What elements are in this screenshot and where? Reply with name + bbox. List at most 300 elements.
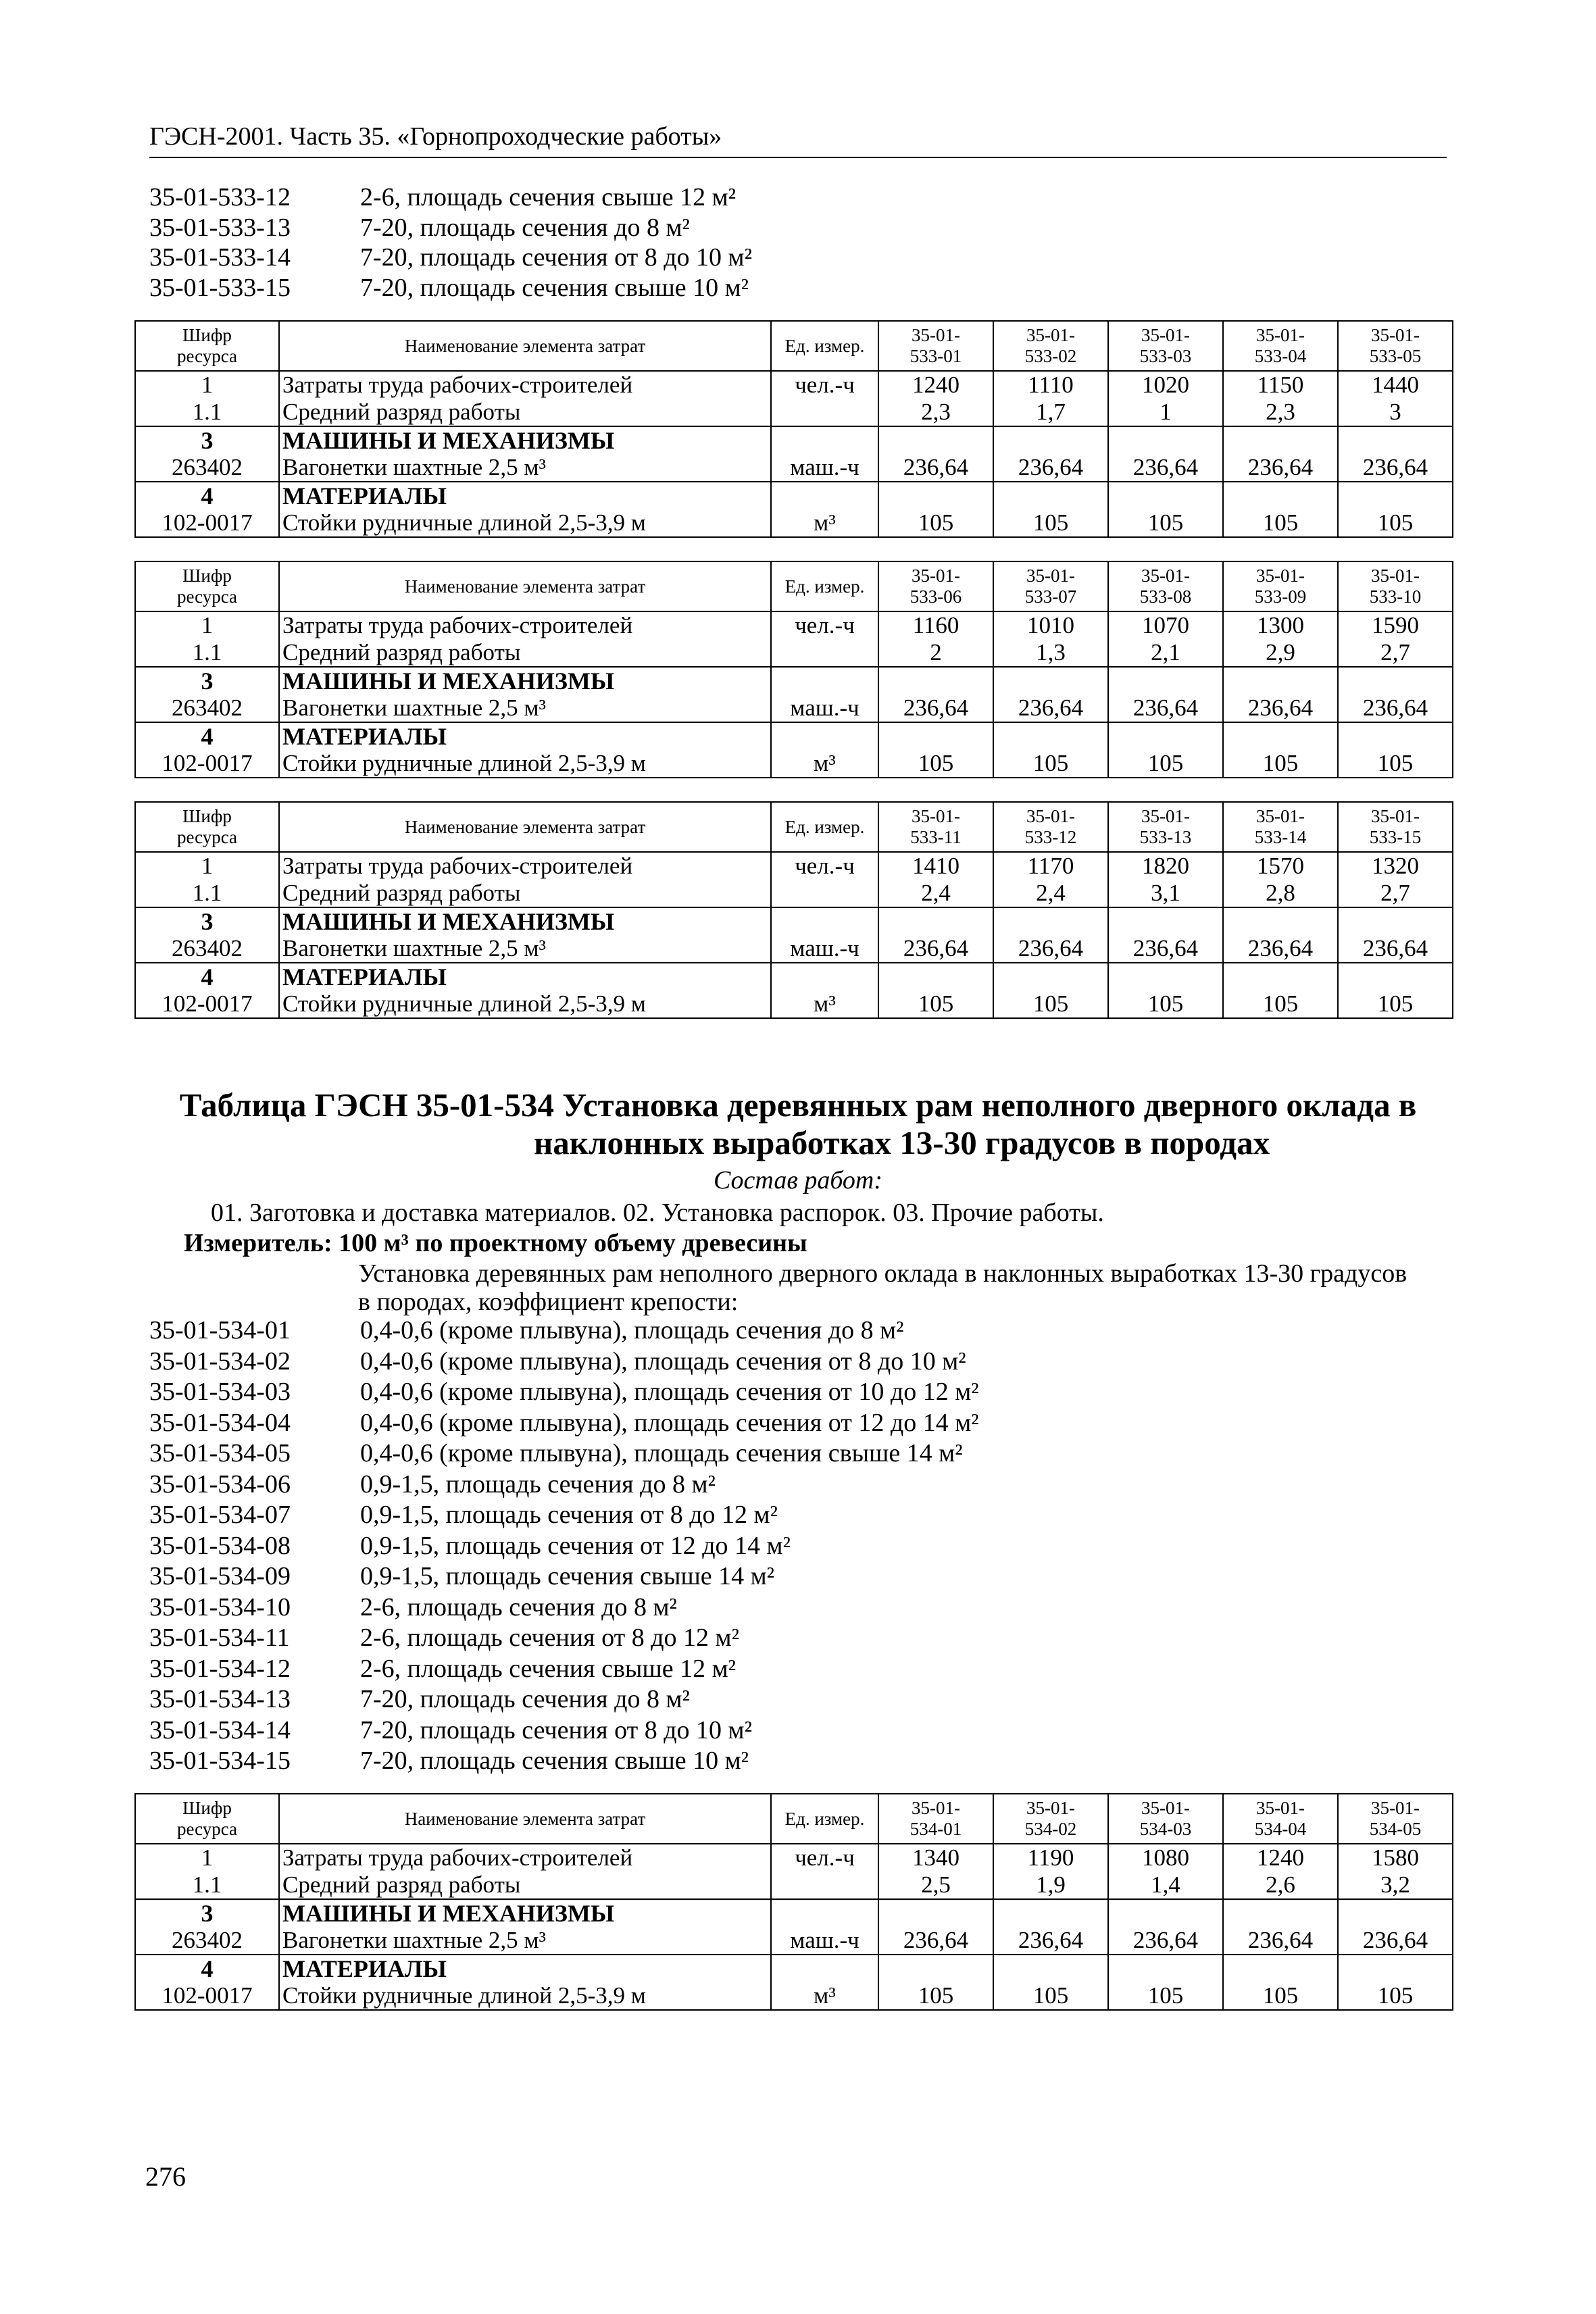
header-norm-code: [1108, 802, 1223, 852]
item-code: 35-01-534-12: [149, 1654, 291, 1683]
resource-table: [134, 320, 1453, 538]
item-code: 35-01-534-01: [149, 1316, 291, 1344]
value-cell: 1590: [1338, 611, 1453, 639]
value-cell: [878, 907, 993, 935]
unit-cell: м³: [771, 509, 878, 537]
unit-cell: м³: [771, 1982, 878, 2010]
value-cell: 236,64: [1338, 454, 1453, 482]
norm-code-top: 35-01-: [1026, 565, 1075, 586]
section-title: МАТЕРИАЛЫ: [279, 1955, 771, 1982]
intro-line1: Установка деревянных рам неполного дверного оклада в наклонных выработках 13-30 градусов: [358, 1259, 1407, 1288]
value-cell: 1,9: [993, 1871, 1108, 1899]
unit-cell: маш.-ч: [771, 695, 878, 722]
section-title: МАТЕРИАЛЫ: [279, 722, 771, 750]
value-cell: 105: [993, 509, 1108, 537]
value-cell: 1820: [1108, 852, 1223, 880]
item-code: 35-01-534-15: [149, 1746, 291, 1775]
value-cell: [1223, 667, 1338, 695]
header-norm-code: [878, 561, 993, 611]
section-code: 3: [135, 1899, 279, 1927]
header-shifr-2: ресурса: [176, 827, 238, 847]
header-name: Наименование элемента затрат: [279, 802, 771, 852]
value-cell: 1110: [993, 371, 1108, 399]
resource-name: Вагонетки шахтные 2,5 м³: [279, 1927, 771, 1955]
value-cell: [1338, 426, 1453, 454]
value-cell: 2,3: [878, 399, 993, 426]
value-cell: 105: [1223, 1982, 1338, 2010]
norm-code-bottom: 534-02: [1024, 1819, 1077, 1839]
value-cell: 3: [1338, 399, 1453, 426]
value-cell: [1338, 1899, 1453, 1927]
meter-text: Измеритель: 100 м³ по проектному объему древесины: [184, 1229, 807, 1257]
header-norm-code: [1108, 1794, 1223, 1844]
value-cell: 105: [878, 509, 993, 537]
value-cell: [1108, 426, 1223, 454]
value-cell: [993, 722, 1108, 750]
item-code: 35-01-534-10: [149, 1592, 291, 1621]
value-cell: 105: [1223, 990, 1338, 1018]
value-cell: 1340: [878, 1844, 993, 1871]
header-shifr: [135, 1794, 279, 1844]
norm-code-bottom: 533-15: [1369, 827, 1422, 847]
resource-name: Затраты труда рабочих-строителей: [279, 852, 771, 880]
unit-cell: [771, 426, 878, 454]
code-list-534: [149, 1315, 979, 1777]
value-cell: [1338, 1955, 1453, 1982]
norm-code-bottom: 533-02: [1024, 346, 1077, 366]
value-cell: [878, 482, 993, 509]
value-cell: 1410: [878, 852, 993, 880]
value-cell: 236,64: [993, 1927, 1108, 1955]
unit-cell: маш.-ч: [771, 935, 878, 963]
norm-code-top: 35-01-: [1256, 1798, 1305, 1818]
resource-name: Стойки рудничные длиной 2,5-3,9 м: [279, 990, 771, 1018]
header-shifr: [135, 561, 279, 611]
header-unit: Ед. измер.: [771, 802, 878, 852]
value-cell: 105: [1338, 750, 1453, 778]
value-cell: 1080: [1108, 1844, 1223, 1871]
resource-name: Средний разряд работы: [279, 639, 771, 667]
header-norm-code: [878, 321, 993, 371]
norm-code-top: 35-01-: [912, 565, 960, 586]
header-norm-code: [1223, 802, 1338, 852]
value-cell: [1223, 482, 1338, 509]
value-cell: 236,64: [993, 935, 1108, 963]
header-norm-code: [993, 321, 1108, 371]
norm-code-bottom: 533-13: [1139, 827, 1192, 847]
item-code: 35-01-534-04: [149, 1408, 291, 1437]
value-cell: [878, 1899, 993, 1927]
norm-code-bottom: 534-04: [1254, 1819, 1307, 1839]
norm-code-bottom: 533-01: [909, 346, 962, 366]
item-code: 35-01-534-14: [149, 1715, 291, 1744]
section-code: 3: [135, 667, 279, 695]
value-cell: 1570: [1223, 852, 1338, 880]
unit-cell: [771, 880, 878, 907]
code-list-item: [149, 1347, 979, 1378]
header-shifr-1: Шифр: [182, 325, 232, 345]
norm-code-top: 35-01-: [1141, 565, 1190, 586]
page-number: 276: [145, 2161, 186, 2192]
norm-code-top: 35-01-: [1141, 325, 1190, 345]
code-list-item: [149, 1715, 979, 1746]
norm-code-bottom: 533-08: [1139, 586, 1192, 607]
value-cell: [1108, 907, 1223, 935]
value-cell: 236,64: [1108, 1927, 1223, 1955]
value-cell: 105: [878, 750, 993, 778]
works-text: 01. Заготовка и доставка материалов. 02. Установка распорок. 03. Прочие работы.: [211, 1199, 1104, 1227]
resource-name: Вагонетки шахтные 2,5 м³: [279, 454, 771, 482]
header-norm-code: [1338, 1794, 1453, 1844]
value-cell: 105: [1223, 509, 1338, 537]
value-cell: [1223, 426, 1338, 454]
resource-code: 1: [135, 1844, 279, 1871]
norm-code-top: 35-01-: [1256, 325, 1305, 345]
header-name: Наименование элемента затрат: [279, 561, 771, 611]
resource-code: 1: [135, 611, 279, 639]
header-norm-code: [1338, 802, 1453, 852]
code-list-533: [149, 182, 752, 303]
norm-code-bottom: 533-10: [1369, 586, 1422, 607]
header-shifr-1: Шифр: [182, 806, 232, 826]
item-code: 35-01-534-11: [149, 1624, 290, 1652]
item-description: 7-20, площадь сечения до 8 м²: [360, 1685, 690, 1713]
item-description: 2-6, площадь сечения свыше 12 м²: [360, 183, 737, 211]
table-title-line1: Таблица ГЭСН 35-01-534 Установка деревянных рам неполного дверного оклада в: [179, 1086, 1417, 1124]
norm-code-top: 35-01-: [1256, 806, 1305, 826]
norm-code-top: 35-01-: [1256, 565, 1305, 586]
value-cell: [1338, 667, 1453, 695]
item-description: 7-20, площадь сечения свыше 10 м²: [360, 1746, 749, 1775]
resource-name: Затраты труда рабочих-строителей: [279, 611, 771, 639]
value-cell: 1: [1108, 399, 1223, 426]
resource-code: 263402: [135, 935, 279, 963]
value-cell: 1,3: [993, 639, 1108, 667]
header-norm-code: [1223, 1794, 1338, 1844]
section-title: МАТЕРИАЛЫ: [279, 482, 771, 509]
value-cell: 236,64: [1108, 935, 1223, 963]
header-norm-code: [1338, 321, 1453, 371]
unit-cell: м³: [771, 990, 878, 1018]
norm-code-top: 35-01-: [1371, 1798, 1420, 1818]
value-cell: [1108, 963, 1223, 990]
value-cell: 105: [1108, 1982, 1223, 2010]
resource-code: 1.1: [135, 639, 279, 667]
value-cell: 1020: [1108, 371, 1223, 399]
unit-cell: [771, 1899, 878, 1927]
value-cell: [1108, 1899, 1223, 1927]
unit-cell: [771, 482, 878, 509]
item-description: 2-6, площадь сечения от 8 до 12 м²: [360, 1624, 740, 1652]
value-cell: [1338, 963, 1453, 990]
value-cell: 2,8: [1223, 880, 1338, 907]
unit-cell: маш.-ч: [771, 454, 878, 482]
code-list-item: [149, 1654, 979, 1685]
resource-code: 102-0017: [135, 1982, 279, 2010]
header-name: Наименование элемента затрат: [279, 321, 771, 371]
value-cell: [993, 907, 1108, 935]
section-code: 4: [135, 482, 279, 509]
value-cell: 1160: [878, 611, 993, 639]
resource-name: Вагонетки шахтные 2,5 м³: [279, 935, 771, 963]
item-description: 7-20, площадь сечения свыше 10 м²: [360, 273, 749, 302]
value-cell: 1010: [993, 611, 1108, 639]
resource-code: 263402: [135, 695, 279, 722]
norm-code-top: 35-01-: [912, 1798, 960, 1818]
unit-cell: [771, 1955, 878, 1982]
code-list-item: [149, 1684, 979, 1715]
value-cell: 2,9: [1223, 639, 1338, 667]
value-cell: [1108, 722, 1223, 750]
value-cell: 2,5: [878, 1871, 993, 1899]
code-list-item: [149, 1592, 979, 1624]
unit-cell: маш.-ч: [771, 1927, 878, 1955]
value-cell: [1108, 667, 1223, 695]
value-cell: 236,64: [1338, 935, 1453, 963]
header-norm-code: [1223, 561, 1338, 611]
value-cell: [878, 722, 993, 750]
norm-code-bottom: 534-03: [1139, 1819, 1192, 1839]
section-title: МАШИНЫ И МЕХАНИЗМЫ: [279, 907, 771, 935]
value-cell: [878, 963, 993, 990]
value-cell: [1338, 722, 1453, 750]
value-cell: 1,4: [1108, 1871, 1223, 1899]
header-unit: Ед. измер.: [771, 321, 878, 371]
value-cell: 236,64: [878, 1927, 993, 1955]
value-cell: 236,64: [878, 695, 993, 722]
header-shifr-1: Шифр: [182, 565, 232, 586]
item-description: 0,4-0,6 (кроме плывуна), площадь сечения от 12 до 14 м²: [360, 1408, 979, 1437]
value-cell: 105: [993, 990, 1108, 1018]
resource-code: 263402: [135, 454, 279, 482]
header-norm-code: [1108, 561, 1223, 611]
norm-code-top: 35-01-: [912, 806, 960, 826]
value-cell: 236,64: [1338, 695, 1453, 722]
header-shifr-2: ресурса: [176, 1819, 238, 1839]
item-code: 35-01-534-13: [149, 1685, 291, 1713]
header-shifr: [135, 321, 279, 371]
header-norm-code: [993, 802, 1108, 852]
header-norm-code: [878, 802, 993, 852]
value-cell: 236,64: [1223, 935, 1338, 963]
value-cell: [993, 426, 1108, 454]
code-list-item: [149, 1623, 979, 1654]
resource-name: Вагонетки шахтные 2,5 м³: [279, 695, 771, 722]
section-title: МАШИНЫ И МЕХАНИЗМЫ: [279, 1899, 771, 1927]
value-cell: [1223, 907, 1338, 935]
resource-code: 1.1: [135, 880, 279, 907]
header-norm-code: [878, 1794, 993, 1844]
resource-code: 263402: [135, 1927, 279, 1955]
value-cell: 2,7: [1338, 639, 1453, 667]
value-cell: 236,64: [1108, 454, 1223, 482]
header-rule: [149, 157, 1447, 158]
norm-code-bottom: 534-05: [1369, 1819, 1422, 1839]
item-code: 35-01-533-15: [149, 273, 291, 302]
section-code: 3: [135, 426, 279, 454]
norm-code-bottom: 533-09: [1254, 586, 1307, 607]
code-list-item: [149, 1500, 979, 1531]
unit-cell: чел.-ч: [771, 371, 878, 399]
unit-cell: [771, 963, 878, 990]
value-cell: 236,64: [1223, 1927, 1338, 1955]
code-list-item: [149, 1531, 979, 1562]
value-cell: 236,64: [1223, 695, 1338, 722]
resource-code: 102-0017: [135, 990, 279, 1018]
item-code: 35-01-534-05: [149, 1439, 291, 1467]
value-cell: 1300: [1223, 611, 1338, 639]
resource-code: 102-0017: [135, 750, 279, 778]
code-list-item: [149, 1377, 979, 1408]
value-cell: [1338, 482, 1453, 509]
unit-cell: [771, 399, 878, 426]
value-cell: 2: [878, 639, 993, 667]
resource-name: Затраты труда рабочих-строителей: [279, 371, 771, 399]
item-description: 0,9-1,5, площадь сечения от 12 до 14 м²: [360, 1531, 791, 1560]
value-cell: [993, 963, 1108, 990]
norm-code-top: 35-01-: [1141, 806, 1190, 826]
section-title: МАТЕРИАЛЫ: [279, 963, 771, 990]
item-code: 35-01-533-12: [149, 183, 291, 211]
norm-code-bottom: 533-14: [1254, 827, 1307, 847]
value-cell: 105: [993, 750, 1108, 778]
value-cell: 1150: [1223, 371, 1338, 399]
value-cell: 1240: [878, 371, 993, 399]
item-description: 0,4-0,6 (кроме плывуна), площадь сечения от 10 до 12 м²: [360, 1378, 979, 1406]
item-description: 7-20, площадь сечения от 8 до 10 м²: [360, 243, 753, 272]
code-list-item: [149, 273, 752, 303]
unit-cell: [771, 722, 878, 750]
item-code: 35-01-533-13: [149, 213, 291, 242]
value-cell: 105: [1338, 990, 1453, 1018]
value-cell: 236,64: [993, 695, 1108, 722]
value-cell: [1223, 963, 1338, 990]
section-title: МАШИНЫ И МЕХАНИЗМЫ: [279, 426, 771, 454]
value-cell: 105: [878, 1982, 993, 2010]
item-description: 0,9-1,5, площадь сечения от 8 до 12 м²: [360, 1501, 778, 1529]
norm-code-bottom: 533-06: [909, 586, 962, 607]
table-title-line2: наклонных выработках 13-30 градусов в породах: [534, 1124, 1270, 1161]
value-cell: 236,64: [1108, 695, 1223, 722]
code-list-item: [149, 1408, 979, 1439]
header-unit: Ед. измер.: [771, 561, 878, 611]
item-code: 35-01-534-09: [149, 1562, 291, 1590]
norm-code-top: 35-01-: [1371, 806, 1420, 826]
code-list-item: [149, 182, 752, 213]
norm-code-bottom: 533-05: [1369, 346, 1422, 366]
value-cell: 2,4: [993, 880, 1108, 907]
norm-code-bottom: 533-11: [910, 827, 962, 847]
header-norm-code: [993, 1794, 1108, 1844]
value-cell: 2,1: [1108, 639, 1223, 667]
header-shifr-2: ресурса: [176, 586, 238, 607]
item-description: 7-20, площадь сечения до 8 м²: [360, 213, 690, 242]
item-description: 0,4-0,6 (кроме плывуна), площадь сечения до 8 м²: [360, 1316, 904, 1344]
resource-name: Затраты труда рабочих-строителей: [279, 1844, 771, 1871]
item-code: 35-01-534-08: [149, 1531, 291, 1560]
unit-cell: [771, 667, 878, 695]
norm-code-bottom: 533-07: [1024, 586, 1077, 607]
value-cell: [993, 1955, 1108, 1982]
value-cell: [993, 667, 1108, 695]
value-cell: 105: [993, 1982, 1108, 2010]
resource-table: [134, 561, 1453, 778]
value-cell: 1070: [1108, 611, 1223, 639]
code-list-item: [149, 1561, 979, 1592]
value-cell: 236,64: [878, 935, 993, 963]
unit-cell: чел.-ч: [771, 1844, 878, 1871]
value-cell: 1170: [993, 852, 1108, 880]
running-header: ГЭСН-2001. Часть 35. «Горнопроходческие работы»: [149, 122, 722, 151]
item-code: 35-01-534-07: [149, 1501, 291, 1529]
norm-code-bottom: 533-12: [1024, 827, 1077, 847]
resource-name: Стойки рудничные длиной 2,5-3,9 м: [279, 750, 771, 778]
item-description: 2-6, площадь сечения свыше 12 м²: [360, 1654, 737, 1683]
code-list-item: [149, 1438, 979, 1469]
section-code: 4: [135, 963, 279, 990]
value-cell: [993, 482, 1108, 509]
item-description: 0,4-0,6 (кроме плывуна), площадь сечения свыше 14 м²: [360, 1439, 963, 1467]
resource-code: 1: [135, 371, 279, 399]
value-cell: 105: [1108, 509, 1223, 537]
value-cell: [993, 1899, 1108, 1927]
value-cell: [878, 667, 993, 695]
value-cell: 105: [1223, 750, 1338, 778]
norm-code-bottom: 534-01: [909, 1819, 962, 1839]
unit-cell: [771, 907, 878, 935]
value-cell: 2,3: [1223, 399, 1338, 426]
value-cell: 1190: [993, 1844, 1108, 1871]
value-cell: 3,1: [1108, 880, 1223, 907]
header-name: Наименование элемента затрат: [279, 1794, 771, 1844]
value-cell: 1320: [1338, 852, 1453, 880]
value-cell: [1108, 1955, 1223, 1982]
norm-code-bottom: 533-03: [1139, 346, 1192, 366]
norm-code-bottom: 533-04: [1254, 346, 1307, 366]
norm-code-top: 35-01-: [1371, 565, 1420, 586]
norm-code-top: 35-01-: [912, 325, 960, 345]
resource-code: 102-0017: [135, 509, 279, 537]
resource-name: Средний разряд работы: [279, 1871, 771, 1899]
resource-code: 1: [135, 852, 279, 880]
header-shifr: [135, 802, 279, 852]
unit-cell: чел.-ч: [771, 611, 878, 639]
value-cell: 236,64: [993, 454, 1108, 482]
header-unit: Ед. измер.: [771, 1794, 878, 1844]
unit-cell: м³: [771, 750, 878, 778]
value-cell: 236,64: [878, 454, 993, 482]
value-cell: 1,7: [993, 399, 1108, 426]
value-cell: 105: [1108, 990, 1223, 1018]
resource-name: Средний разряд работы: [279, 399, 771, 426]
resource-code: 1.1: [135, 1871, 279, 1899]
item-code: 35-01-534-03: [149, 1378, 291, 1406]
norm-code-top: 35-01-: [1026, 806, 1075, 826]
header-norm-code: [1223, 321, 1338, 371]
section-code: 3: [135, 907, 279, 935]
value-cell: 1440: [1338, 371, 1453, 399]
norm-code-top: 35-01-: [1371, 325, 1420, 345]
value-cell: [1223, 722, 1338, 750]
resource-code: 1.1: [135, 399, 279, 426]
value-cell: 105: [1108, 750, 1223, 778]
unit-cell: чел.-ч: [771, 852, 878, 880]
norm-code-top: 35-01-: [1141, 1798, 1190, 1818]
item-code: 35-01-534-02: [149, 1347, 291, 1376]
resource-name: Стойки рудничные длиной 2,5-3,9 м: [279, 509, 771, 537]
value-cell: [1338, 907, 1453, 935]
section-title: МАШИНЫ И МЕХАНИЗМЫ: [279, 667, 771, 695]
